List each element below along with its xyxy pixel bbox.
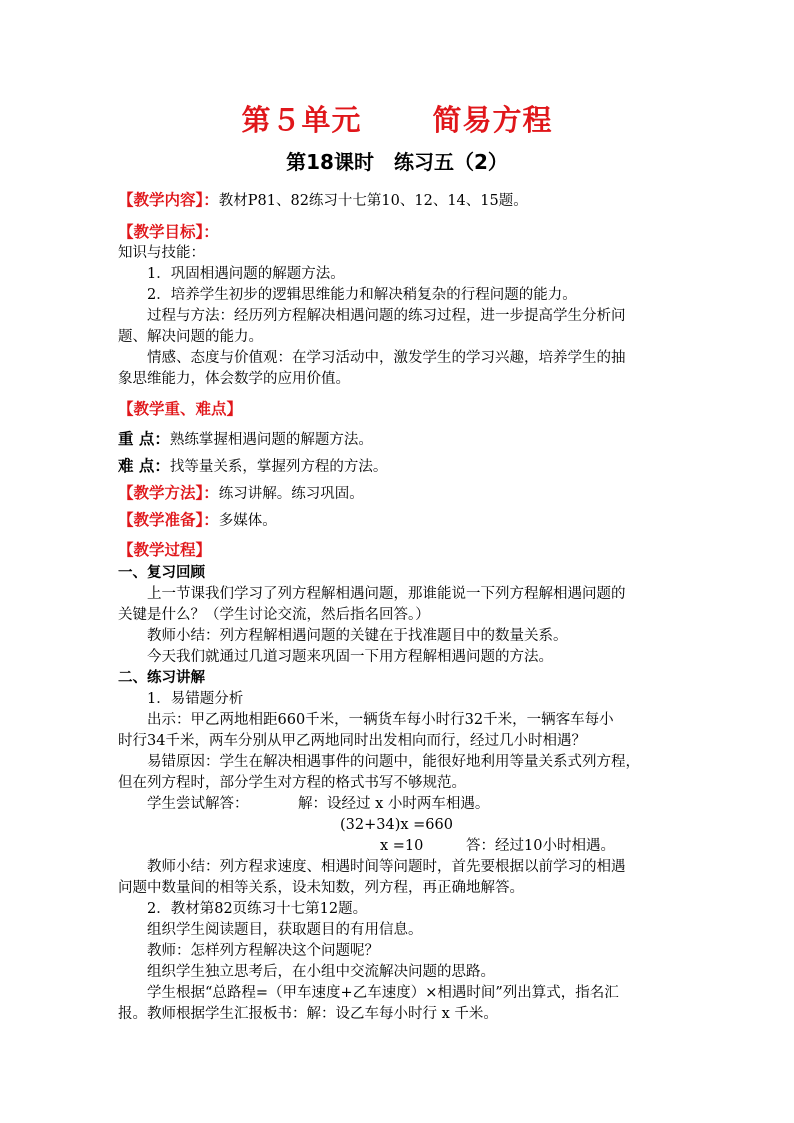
solution-let-line: 解：设经过 x 小时两车相遇。	[298, 796, 490, 812]
problem-line-2: 时行34千米，两车分别从甲乙两地同时出发相向而行，经过几小时相遇？	[118, 733, 586, 749]
equation-line-1: (32+34)x =660	[340, 817, 453, 833]
goal-item-1: 1．巩固相遇问题的解题方法。	[147, 266, 345, 282]
error-reason-line-2: 但在列方程时，部分学生对方程的格式书写不够规范。	[118, 775, 466, 791]
key-points-heading	[118, 399, 242, 420]
teaching-goals-label: 【教学目标】：	[118, 223, 219, 241]
teaching-goals-heading	[118, 222, 219, 243]
practice-item-2-line-4: 学生根据“总路程=（甲车速度+乙车速度）×相遇时间”列出算式，指名汇	[147, 985, 619, 1001]
review-paragraph-line-1: 上一节课我们学习了列方程解相遇问题，那谁能说一下列方程解相遇问题的	[147, 586, 626, 602]
focus-label: 重 点：	[118, 430, 170, 448]
emotion-goal-line-2: 象思维能力，体会数学的应用价值。	[118, 371, 350, 387]
difficulty-label: 难 点：	[118, 457, 170, 475]
teaching-content-text: 教材P81、82练习十七第10、12、14、15题。	[218, 193, 528, 209]
section-practice-heading: 二、练习讲解	[118, 670, 205, 686]
teaching-process-label: 【教学过程】	[118, 541, 212, 559]
process-goal-line-2: 题、解决问题的能力。	[118, 329, 263, 345]
practice-item-1-heading: 1．易错题分析	[147, 691, 244, 707]
equation-line-2: x =10	[380, 838, 424, 854]
teaching-prep-label: 【教学准备】：	[118, 511, 219, 529]
teaching-method	[118, 483, 364, 504]
goal-item-2: 2．培养学生初步的逻辑思维能力和解决稍复杂的行程问题的能力。	[147, 287, 577, 303]
teaching-content-label: 【教学内容】：	[118, 191, 219, 209]
practice-item-2-line-3: 组织学生独立思考后，在小组中交流解决问题的思路。	[147, 964, 495, 980]
teacher-summary-line-2: 问题中数量间的相等关系，设未知数，列方程，再正确地解答。	[118, 880, 524, 896]
teaching-method-text: 练习讲解。练习巩固。	[218, 486, 364, 502]
skills-heading: 知识与技能：	[118, 245, 205, 261]
key-points-label: 【教学重、难点】	[118, 400, 243, 418]
teaching-content	[118, 190, 528, 211]
teaching-prep-text: 多媒体。	[218, 513, 277, 529]
problem-line-1: 出示：甲乙两地相距660千米，一辆货车每小时行32千米，一辆客车每小	[147, 712, 614, 728]
practice-item-2-line-1: 组织学生阅读题目，获取题目的有用信息。	[147, 922, 423, 938]
error-reason-line-1: 易错原因：学生在解决相遇事件的问题中，能很好地利用等量关系式列方程，	[147, 754, 640, 770]
process-goal-line-1: 过程与方法：经历列方程解决相遇问题的练习过程，进一步提高学生分析问	[147, 308, 626, 324]
student-attempt-label: 学生尝试解答：	[147, 796, 249, 812]
practice-item-2-heading: 2．教材第82页练习十七第12题。	[147, 901, 368, 917]
practice-item-2-line-5: 报。教师根据学生汇报板书：解：设乙车每小时行 x 千米。	[118, 1006, 498, 1022]
focus-line	[118, 429, 373, 450]
teaching-method-label: 【教学方法】：	[118, 484, 219, 502]
focus-text: 熟练掌握相遇问题的解题方法。	[169, 432, 373, 448]
review-paragraph-line-2: 关键是什么？（学生讨论交流，然后指名回答。）	[118, 607, 430, 623]
teacher-summary-line-1: 教师小结：列方程求速度、相遇时间等问题时，首先要根据以前学习的相遇	[147, 859, 626, 875]
difficulty-text: 找等量关系，掌握列方程的方法。	[169, 459, 388, 475]
teaching-process-heading	[118, 540, 211, 561]
review-transition: 今天我们就通过几道习题来巩固一下用方程解相遇问题的方法。	[147, 649, 553, 665]
unit-title: 第５单元 简易方程	[241, 103, 553, 137]
review-summary: 教师小结：列方程解相遇问题的关键在于找准题目中的数量关系。	[147, 628, 568, 644]
lesson-subtitle: 第18课时 练习五（2）	[286, 150, 508, 174]
difficulty-line	[118, 456, 387, 477]
answer-line: 答：经过10小时相遇。	[466, 838, 615, 854]
section-review-heading: 一、复习回顾	[118, 565, 205, 581]
practice-item-2-line-2: 教师：怎样列方程解决这个问题呢？	[147, 943, 379, 959]
teaching-prep	[118, 510, 277, 531]
emotion-goal-line-1: 情感、态度与价值观：在学习活动中，激发学生的学习兴趣，培养学生的抽	[147, 350, 626, 366]
